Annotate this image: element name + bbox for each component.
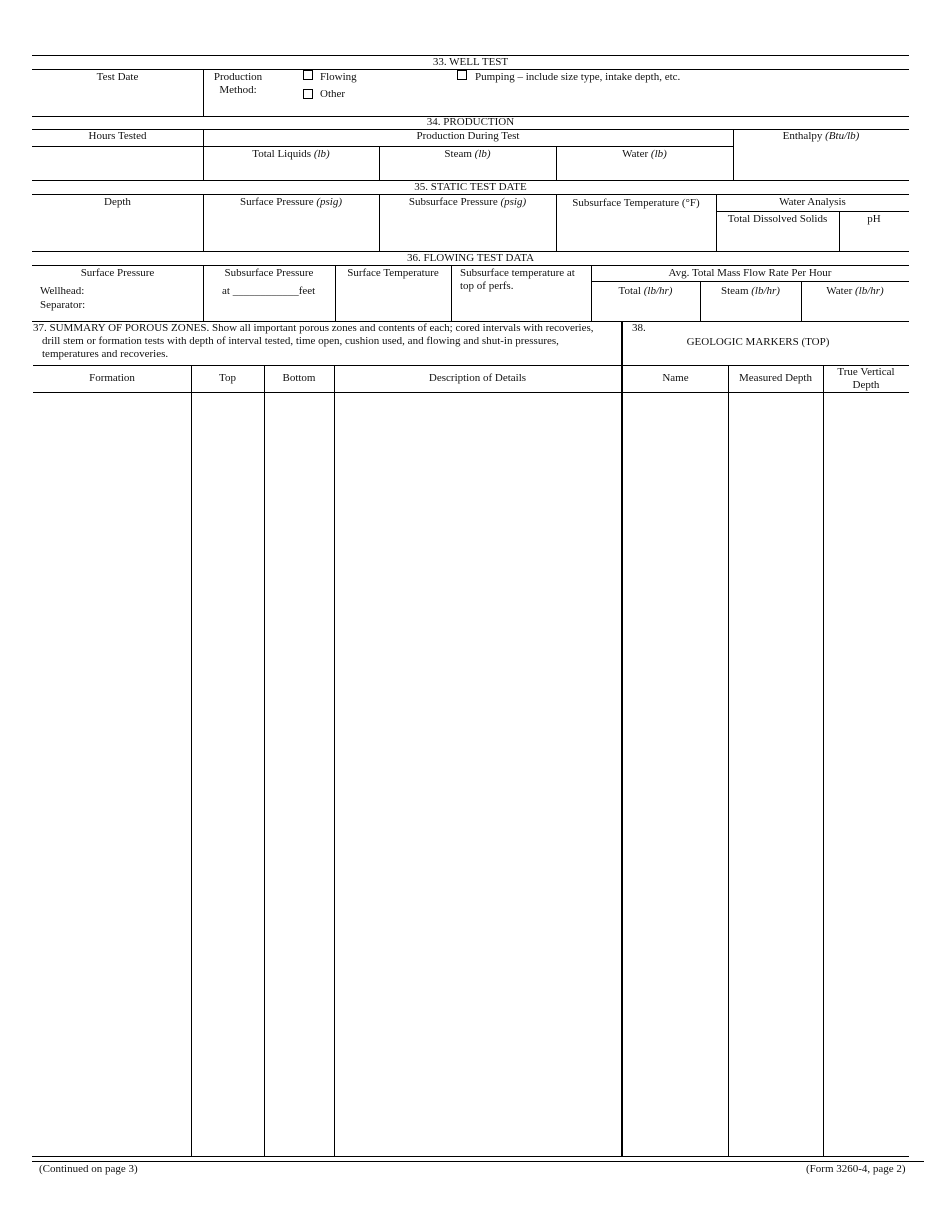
production-method-label: Production Method: (213, 71, 263, 96)
flow-subsurface-temperature-label: Subsurface temperature at top of perfs. (460, 267, 575, 292)
geologic-markers-title: GEOLOGIC MARKERS (TOP) (686, 336, 830, 348)
other-label: Other (320, 88, 346, 100)
water-label: Water (lb) (622, 148, 667, 160)
ph-field[interactable] (840, 228, 909, 250)
separator-label: Separator: (40, 299, 86, 311)
flowing-label: Flowing (320, 71, 357, 83)
total-liquids-field[interactable] (204, 162, 378, 179)
at-feet-field[interactable] (232, 284, 296, 298)
true-vertical-depth-header: True Vertical Depth (837, 366, 895, 391)
rule (203, 146, 733, 147)
rule (32, 1161, 924, 1162)
rule (32, 265, 909, 266)
rule (591, 281, 909, 282)
flow-subsurface-pressure-label: Subsurface Pressure (224, 267, 314, 279)
static-subsurface-temperature-field[interactable] (557, 212, 715, 250)
description-header: Description of Details (428, 372, 527, 384)
depth-field[interactable] (33, 212, 202, 250)
description-field[interactable] (335, 394, 620, 1156)
test-date-field[interactable] (33, 86, 202, 114)
top-field[interactable] (192, 394, 263, 1156)
pumping-label: Pumping – include size type, intake depth, etc. (475, 71, 681, 83)
total-liquids-label: Total Liquids (lb) (252, 148, 330, 160)
static-subsurface-pressure-label: Subsurface Pressure (psig) (408, 196, 527, 208)
top-header: Top (219, 372, 236, 384)
form-number: (Form 3260-4, page 2) (806, 1163, 906, 1175)
steam-label: Steam (lb) (444, 148, 491, 160)
avg-flow-label: Avg. Total Mass Flow Rate Per Hour (668, 267, 832, 279)
static-surface-pressure-label: Surface Pressure (psig) (239, 196, 343, 208)
flow-total-label: Total (lb/hr) (618, 285, 673, 297)
wellhead-label: Wellhead: (40, 285, 85, 297)
hours-tested-field[interactable] (33, 148, 202, 179)
pumping-checkbox[interactable] (457, 70, 467, 80)
flow-water-label: Water (lb/hr) (826, 285, 884, 297)
rule (33, 392, 909, 393)
static-surface-pressure-field[interactable] (204, 212, 378, 250)
enthalpy-label: Enthalpy (Btu/lb) (782, 130, 860, 142)
flow-steam-label: Steam (lb/hr) (721, 285, 780, 297)
divider (203, 69, 204, 116)
section-33-header: 33. WELL TEST (432, 56, 509, 68)
section-38-number: 38. (632, 322, 646, 334)
tds-label: Total Dissolved Solids (727, 213, 828, 225)
bottom-field[interactable] (265, 394, 333, 1156)
flow-surface-pressure-label: Surface Pressure (80, 267, 155, 279)
tds-field[interactable] (717, 228, 838, 250)
rule (32, 146, 203, 147)
wellhead-field[interactable] (95, 284, 201, 298)
other-checkbox[interactable] (303, 89, 313, 99)
ph-label: pH (867, 213, 881, 225)
depth-label: Depth (104, 196, 131, 208)
water-analysis-label: Water Analysis (779, 196, 846, 208)
flowing-checkbox[interactable] (303, 70, 313, 80)
section-37-text: 37. SUMMARY OF POROUS ZONES. Show all important porous zones and contents of each; cored intervals with recoveries, drill stem or formation tests with depth of interval tested, time open, cushion used, and flowing and shut-in pressures, temperatures and recoveries. (33, 322, 594, 360)
section-36-header: 36. FLOWING TEST DATA (406, 252, 535, 264)
rule (32, 194, 909, 195)
section-35-header: 35. STATIC TEST DATE (414, 181, 527, 193)
static-subsurface-temperature-label: Subsurface Temperature (°F) (572, 197, 700, 209)
test-date-label: Test Date (96, 71, 139, 83)
flow-surface-temperature-label: Surface Temperature (347, 267, 439, 279)
divider (451, 265, 452, 321)
at-feet-label: at ____________feet (222, 285, 316, 297)
rule (716, 211, 909, 212)
rule (32, 69, 909, 70)
water-field[interactable] (557, 162, 732, 179)
continued-note: (Continued on page 3) (39, 1163, 138, 1175)
rule (32, 1156, 909, 1157)
bottom-header: Bottom (282, 372, 316, 384)
rule (33, 365, 909, 366)
section-34-header: 34. PRODUCTION (426, 116, 515, 128)
separator-field[interactable] (95, 298, 201, 312)
measured-depth-header: Measured Depth (738, 372, 812, 384)
enthalpy-field[interactable] (734, 148, 909, 179)
marker-name-field[interactable] (624, 394, 727, 1156)
measured-depth-field[interactable] (729, 394, 822, 1156)
true-vertical-depth-field[interactable] (824, 394, 909, 1156)
formation-field[interactable] (34, 394, 190, 1156)
production-during-test-label: Production During Test (416, 130, 520, 142)
steam-field[interactable] (380, 162, 555, 179)
name-header: Name (662, 372, 689, 384)
hours-tested-label: Hours Tested (88, 130, 147, 142)
static-subsurface-pressure-field[interactable] (380, 212, 555, 250)
formation-header: Formation (89, 372, 135, 384)
heavy-divider (621, 321, 623, 1157)
